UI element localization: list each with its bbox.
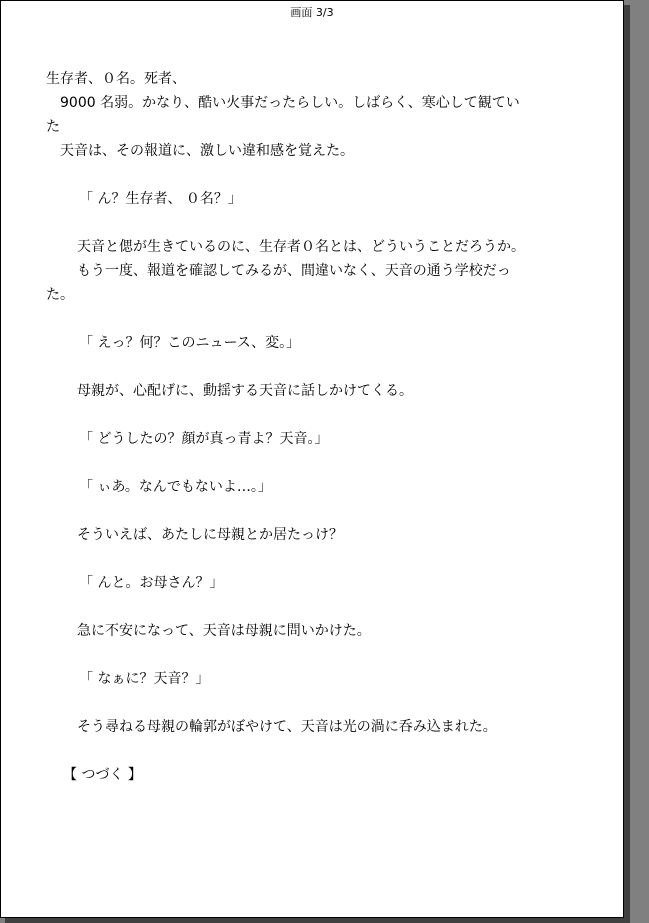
- text-line: た。: [46, 287, 74, 303]
- text-line: 生存者、０名。死者、: [46, 71, 186, 87]
- dialogue-line: 「 どうしたの？顔が真っ青よ？天音。」: [79, 431, 329, 447]
- text-line: そういえば、あたしに母親とか居たっけ？: [77, 527, 343, 543]
- text-line: 母親が、心配げに、動揺する天音に話しかけてくる。: [77, 383, 413, 399]
- text-line: 天音と偲が生きているのに、生存者０名とは、どういうことだろうか。: [77, 239, 525, 255]
- text-line: 9000 名弱。かなり、酷い火事だったらしい。しばらく、寒心して観てい: [46, 95, 520, 111]
- text-line: た: [46, 119, 60, 135]
- page-shadow-bottom: [5, 918, 630, 923]
- dialogue-line: 「 ん？生存者、 ０名？」: [79, 191, 242, 207]
- dialogue-line: 「 ぃあ。なんでもないよ…。」: [79, 479, 272, 495]
- text-line: そう尋ねる母親の輪郭がぼやけて、天音は光の渦に呑み込まれた。: [77, 719, 497, 735]
- to-be-continued-label: 【 つづく 】: [63, 767, 142, 783]
- text-line: 急に不安になって、天音は母親に問いかけた。: [77, 623, 371, 639]
- dialogue-line: 「 なぁに？天音？」: [79, 671, 210, 687]
- text-line: 天音は、その報道に、激しい違和感を覚えた。: [46, 143, 354, 159]
- page-number-label: 画面 3/3: [290, 6, 334, 19]
- page-shadow-right: [624, 5, 630, 923]
- dialogue-line: 「 えっ？何？このニュース、変。」: [79, 335, 301, 351]
- text-line: もう一度、報道を確認してみるが、間違いなく、天音の通う学校だっ: [77, 263, 511, 279]
- dialogue-line: 「 んと。お母さん？」: [79, 575, 224, 591]
